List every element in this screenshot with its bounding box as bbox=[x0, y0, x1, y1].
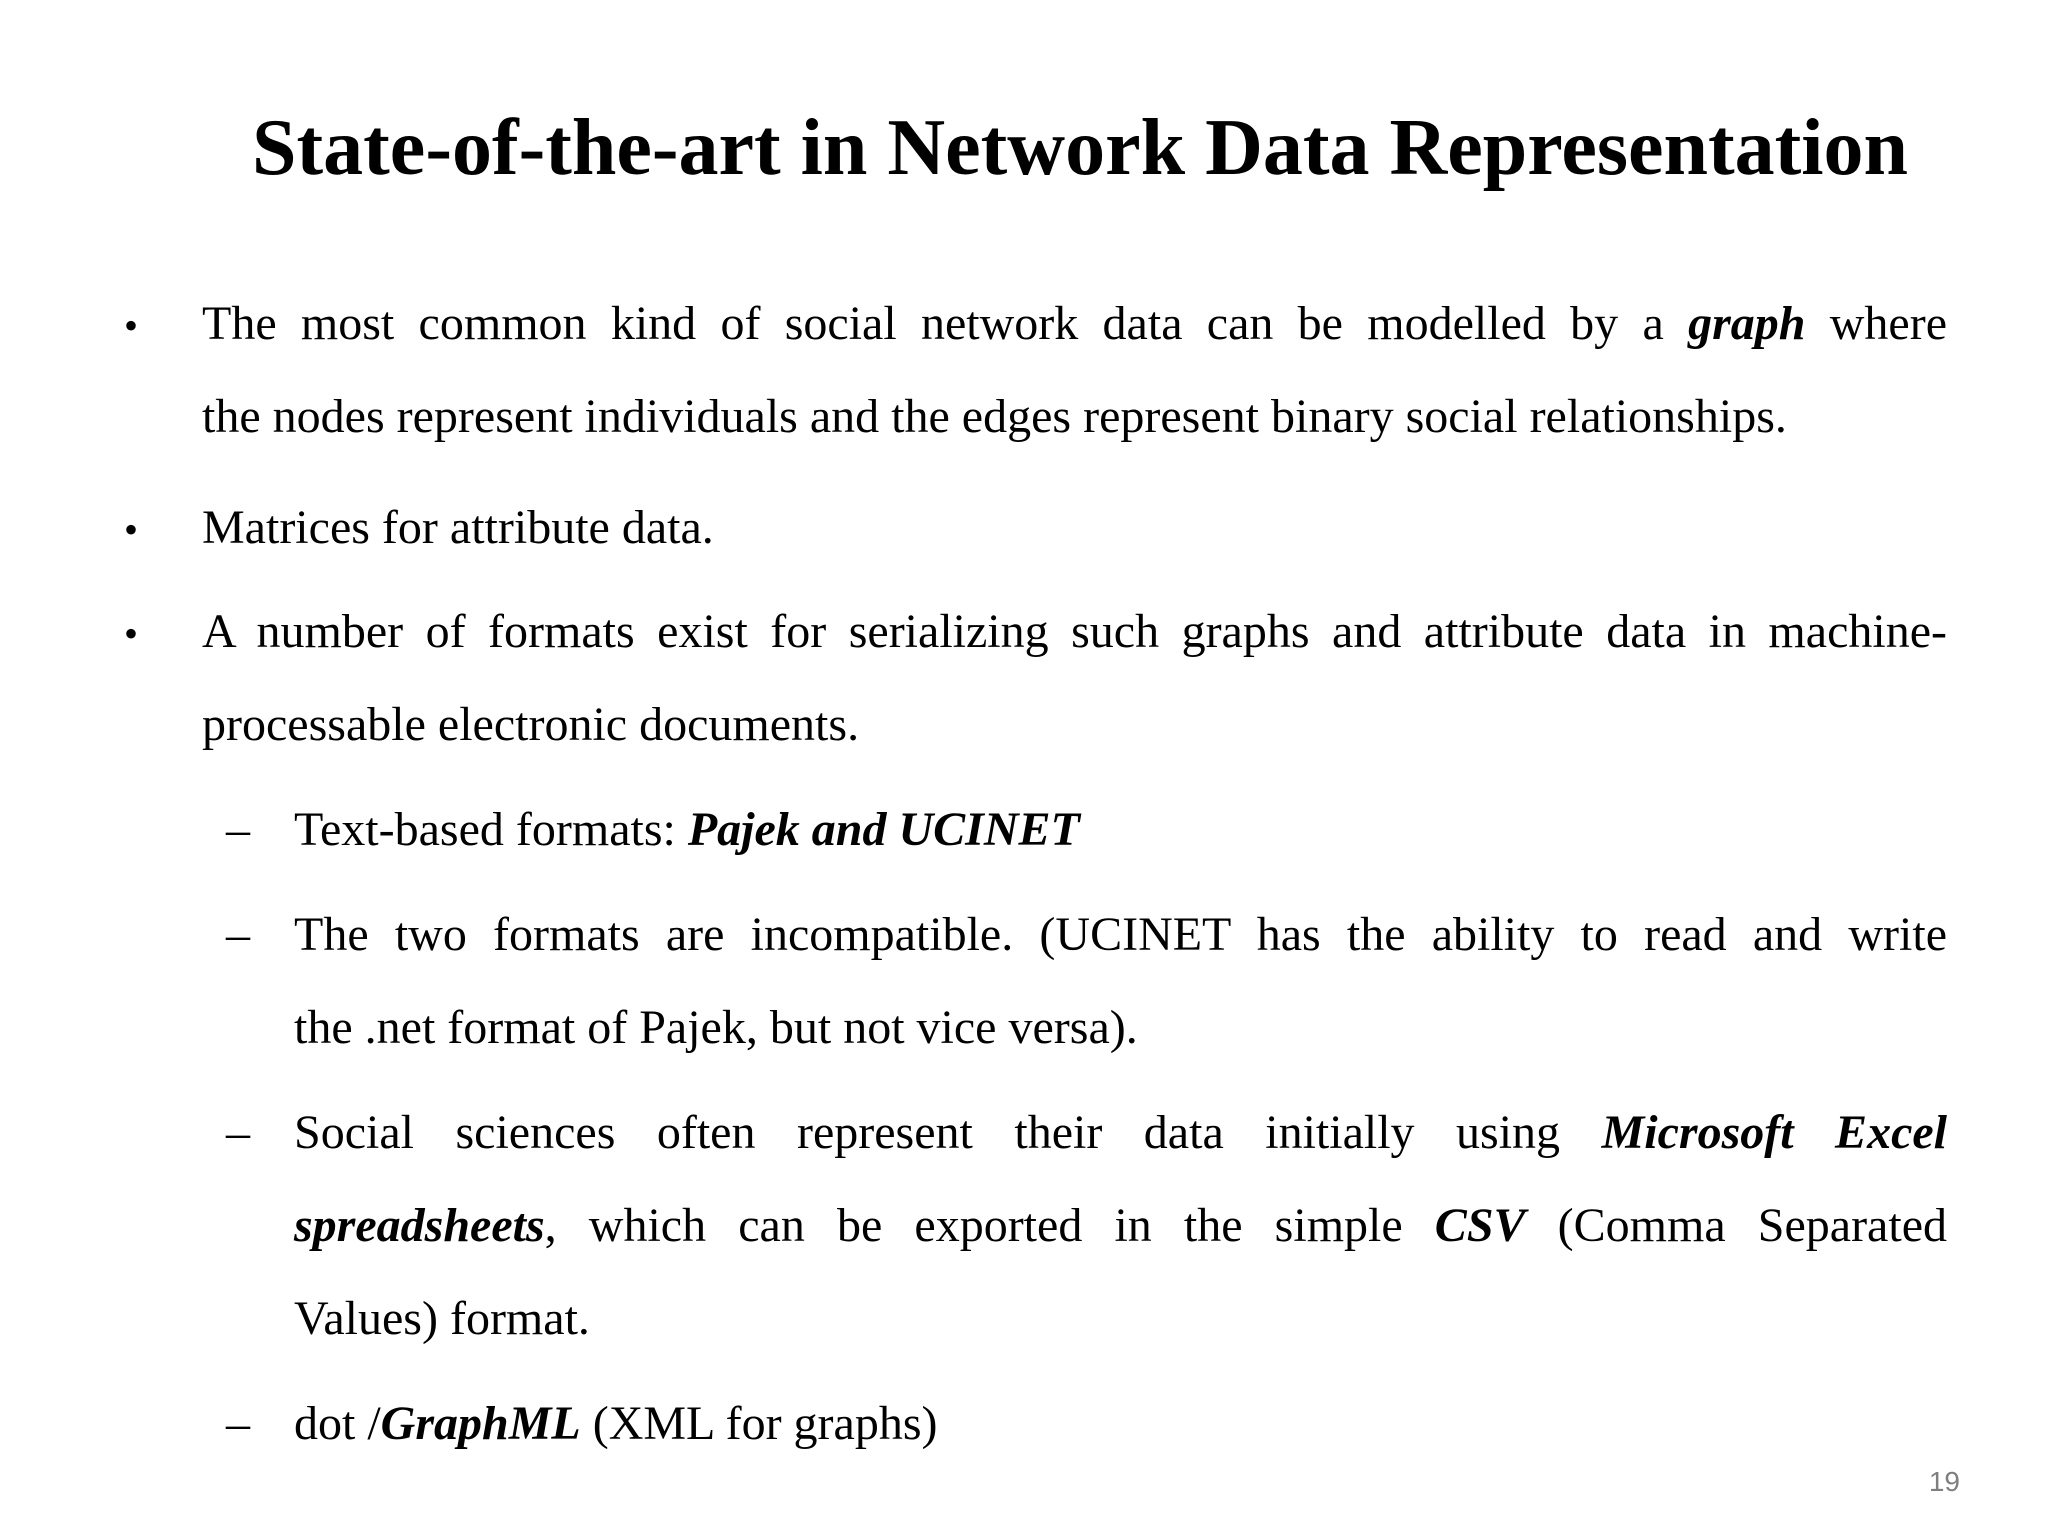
subbullet-1-emphasis: Pajek and UCINET bbox=[687, 803, 1080, 856]
page-number: 19 bbox=[1928, 1466, 1960, 1497]
subbullet-3-emphasis-3: CSV bbox=[1434, 1199, 1526, 1252]
dash-symbol: – bbox=[226, 803, 250, 856]
subbullet-1-text: Text-based formats: bbox=[294, 803, 676, 856]
subbullet-1-line-1 bbox=[294, 800, 1080, 860]
bullet-3-line-1: A number of formats exist for serializing such graphs and attribute data in machine- bbox=[202, 605, 1947, 658]
bullet-symbol: • bbox=[124, 303, 139, 348]
subbullet-3-line-3: Values) format. bbox=[294, 1292, 590, 1345]
dash-symbol: – bbox=[226, 908, 250, 961]
subbullet-2-line-2: the .net format of Pajek, but not vice versa). bbox=[294, 1001, 1138, 1054]
bullet-1-text-end: where bbox=[1829, 297, 1948, 350]
bullet-symbol: • bbox=[124, 611, 139, 656]
bullet-1-line-2: the nodes represent individuals and the edges represent binary social relationships. bbox=[202, 390, 1787, 443]
bullet-symbol: • bbox=[124, 507, 139, 552]
bullet-1-text: The most common kind of social network data can be modelled by a bbox=[202, 297, 1664, 350]
bullet-1-emphasis: graph bbox=[1688, 297, 1806, 350]
subbullet-3-emphasis-2: spreadsheets bbox=[294, 1199, 545, 1252]
dash-symbol: – bbox=[226, 1106, 250, 1159]
subbullet-3-text: Social sciences often represent their data initially using bbox=[294, 1106, 1561, 1159]
subbullet-3-text-2: , which can be exported in the simple bbox=[544, 1199, 1403, 1252]
dash-symbol: – bbox=[226, 1397, 250, 1450]
subbullet-3-line-2 bbox=[294, 1196, 1947, 1256]
subbullet-3-emphasis: Microsoft Excel bbox=[1601, 1106, 1948, 1159]
slide-title: State-of-the-art in Network Data Representation bbox=[252, 104, 1908, 192]
subbullet-4-text-end: (XML for graphs) bbox=[592, 1397, 938, 1450]
subbullet-4-text: dot / bbox=[294, 1397, 381, 1450]
bullet-3-line-2: processable electronic documents. bbox=[202, 698, 860, 751]
subbullet-4-line-1 bbox=[294, 1394, 938, 1454]
bullet-2-line-1: Matrices for attribute data. bbox=[202, 501, 714, 554]
subbullet-3-text-3: (Comma Separated bbox=[1557, 1199, 1947, 1252]
bullet-1-line-1 bbox=[202, 294, 1947, 354]
subbullet-3-line-1 bbox=[294, 1103, 1947, 1163]
subbullet-2-line-1: The two formats are incompatible. (UCINET has the ability to read and write bbox=[294, 908, 1947, 961]
subbullet-4-emphasis: GraphML bbox=[380, 1397, 581, 1450]
